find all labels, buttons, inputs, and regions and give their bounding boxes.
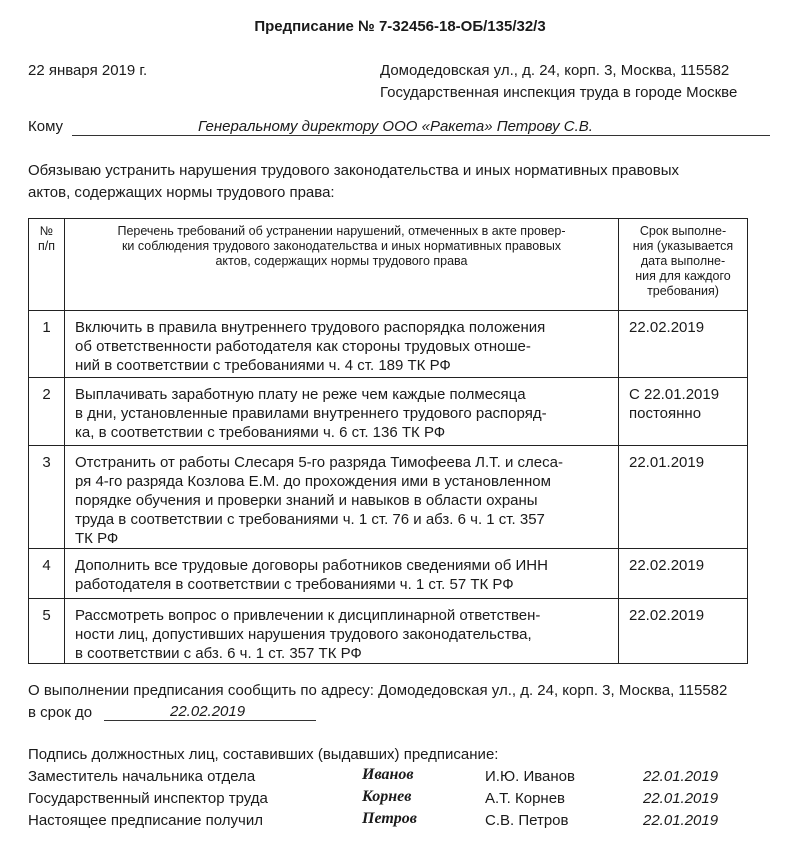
row-num: 5 bbox=[29, 599, 65, 664]
signature-date: 22.01.2019 bbox=[643, 790, 719, 807]
handwritten-signature: Корнев bbox=[362, 788, 412, 805]
document-date: 22 января 2019 г. bbox=[28, 62, 148, 79]
table-row bbox=[29, 311, 748, 378]
row-requirement: Рассмотреть вопрос о привлечении к дисциплинарной ответствен- ности лиц, допустивших нарушения трудового законодательства, в соответствии с абз. 6 ч. 1 ст. 357 ТК РФ bbox=[65, 599, 619, 664]
signatures-heading: Подпись должностных лиц, составивших (выдавших) предписание: bbox=[28, 746, 499, 763]
signature-date: 22.01.2019 bbox=[643, 768, 719, 785]
signatory-name: А.Т. Корнев bbox=[485, 790, 566, 807]
signature-date: 22.01.2019 bbox=[643, 812, 719, 829]
table-header-row bbox=[29, 219, 748, 311]
signature-role: Государственный инспектор труда bbox=[28, 790, 268, 807]
row-requirement: Выплачивать заработную плату не реже чем каждые полмесяца в дни, установленные правилами внутреннего трудового распоряд- ка, в соответствии с требованиями ч. 6 ст. 136 ТК РФ bbox=[65, 378, 619, 446]
address-line-2: Государственная инспекция труда в городе Москве bbox=[380, 84, 738, 101]
table-row bbox=[29, 378, 748, 446]
row-requirement: Дополнить все трудовые договоры работников сведениями об ИНН работодателя в соответствии с требованиями ч. 1 ст. 57 ТК РФ bbox=[65, 549, 619, 599]
table-row bbox=[29, 549, 748, 599]
table-row bbox=[29, 446, 748, 549]
row-num: 1 bbox=[29, 311, 65, 378]
requirements-table bbox=[28, 218, 748, 664]
row-deadline: 22.02.2019 bbox=[619, 311, 748, 378]
row-requirement: Отстранить от работы Слесаря 5-го разряда Тимофеева Л.Т. и слеса- ря 4-го разряда Козлова Е.М. до прохождения ими в установленном порядке обучения и проверки знаний и навыков в области охраны труда в соответствии с требованиями ч. 1 ст. 76 и абз. 6 ч. 1 ст. 357 ТК РФ bbox=[65, 446, 619, 549]
header-deadline: Срок выполне- ния (указывается дата выполне- ния для каждого требования) bbox=[619, 219, 748, 311]
signatory-name: И.Ю. Иванов bbox=[485, 768, 575, 785]
intro-line-2: актов, содержащих нормы трудового права: bbox=[28, 184, 335, 201]
handwritten-signature: Петров bbox=[362, 810, 417, 827]
signatory-name: С.В. Петров bbox=[485, 812, 569, 829]
report-line: О выполнении предписания сообщить по адресу: Домодедовская ул., д. 24, корп. 3, Москва, 115582 bbox=[28, 682, 728, 699]
deadline-label: в срок до bbox=[28, 704, 93, 721]
document-title: Предписание № 7-32456-18-ОБ/135/32/3 bbox=[254, 18, 546, 35]
header-num: № п/п bbox=[29, 219, 65, 311]
row-deadline: 22.02.2019 bbox=[619, 599, 748, 664]
row-deadline: 22.02.2019 bbox=[619, 549, 748, 599]
to-label: Кому bbox=[28, 118, 64, 135]
row-num: 2 bbox=[29, 378, 65, 446]
row-num: 4 bbox=[29, 549, 65, 599]
row-deadline: С 22.01.2019 постоянно bbox=[619, 378, 748, 446]
to-value: Генеральному директору ООО «Ракета» Петрову С.В. bbox=[198, 118, 593, 135]
to-underline bbox=[72, 135, 770, 136]
row-requirement: Включить в правила внутреннего трудового распорядка положения об ответственности работодателя как стороны трудовых отноше- ний в соответствии с требованиями ч. 4 ст. 189 ТК РФ bbox=[65, 311, 619, 378]
signature-role: Настоящее предписание получил bbox=[28, 812, 263, 829]
address-line-1: Домодедовская ул., д. 24, корп. 3, Москва, 115582 bbox=[380, 62, 730, 79]
header-requirement: Перечень требований об устранении нарушений, отмеченных в акте провер- ки соблюдения трудового законодательства и иных нормативных правовых актов, содержащих нормы трудового права bbox=[65, 219, 619, 311]
deadline-underline bbox=[104, 720, 316, 721]
signature-role: Заместитель начальника отдела bbox=[28, 768, 256, 785]
handwritten-signature: Иванов bbox=[362, 766, 414, 783]
deadline-value: 22.02.2019 bbox=[170, 703, 246, 720]
intro-line-1: Обязываю устранить нарушения трудового законодательства и иных нормативных правовых bbox=[28, 162, 679, 179]
row-num: 3 bbox=[29, 446, 65, 549]
row-deadline: 22.01.2019 bbox=[619, 446, 748, 549]
table-row bbox=[29, 599, 748, 664]
